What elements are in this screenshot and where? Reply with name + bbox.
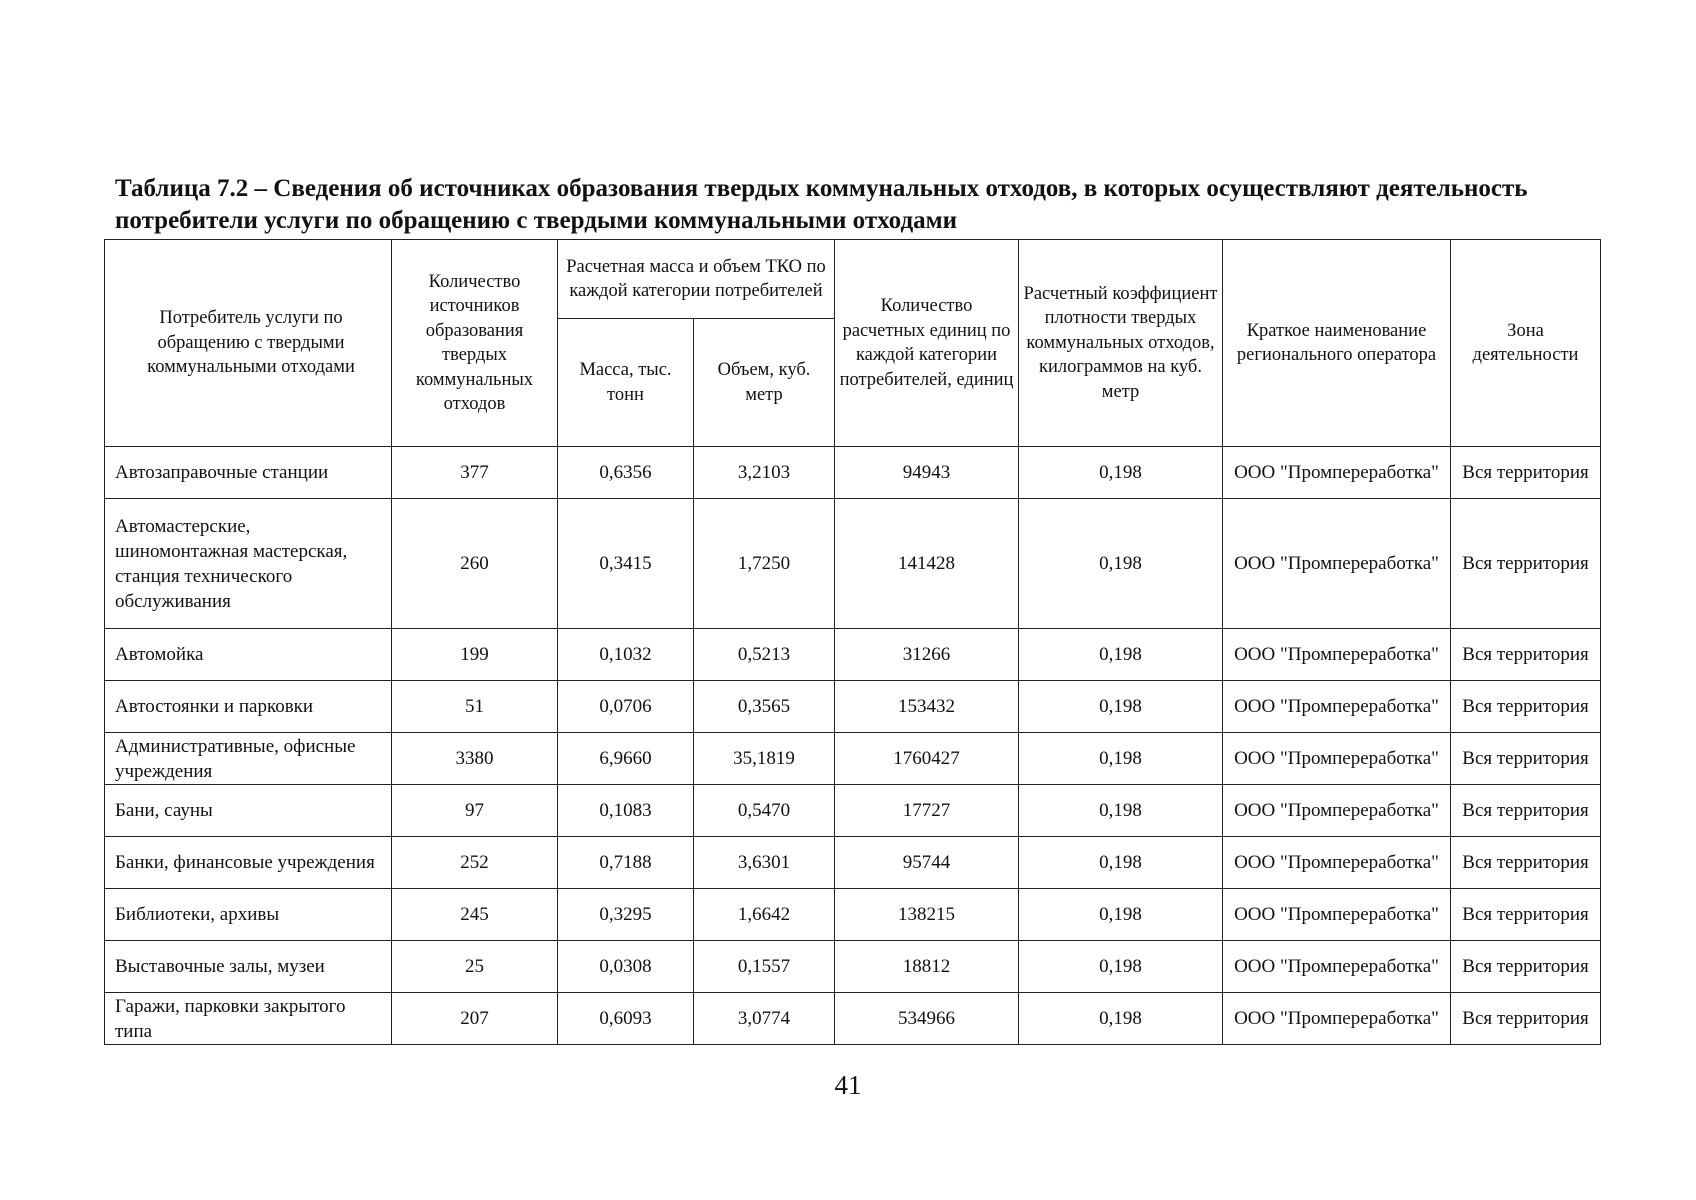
cell-operator: ООО "Промпереработка" (1223, 629, 1451, 681)
cell-density: 0,198 (1019, 889, 1223, 941)
cell-units: 1760427 (835, 733, 1019, 785)
cell-density: 0,198 (1019, 733, 1223, 785)
cell-sources: 260 (392, 499, 558, 629)
cell-operator: ООО "Промпереработка" (1223, 733, 1451, 785)
header-zone: Зона деятельности (1451, 240, 1601, 447)
cell-volume: 0,1557 (694, 941, 835, 993)
cell-zone: Вся территория (1451, 993, 1601, 1045)
table-caption: Таблица 7.2 – Сведения об источниках образования твердых коммунальных отходов, в которых осуществляют деятельность потребители услуги по обращению с твердыми коммунальными отходами (115, 175, 1528, 234)
cell-density: 0,198 (1019, 447, 1223, 499)
cell-operator: ООО "Промпереработка" (1223, 941, 1451, 993)
cell-sources: 25 (392, 941, 558, 993)
cell-operator: ООО "Промпереработка" (1223, 785, 1451, 837)
cell-sources: 252 (392, 837, 558, 889)
cell-consumer: Автомойка (105, 629, 392, 681)
cell-consumer: Административные, офисные учреждения (105, 733, 392, 785)
cell-consumer: Библиотеки, архивы (105, 889, 392, 941)
cell-density: 0,198 (1019, 941, 1223, 993)
cell-volume: 3,6301 (694, 837, 835, 889)
table-row (105, 681, 1601, 733)
header-consumer: Потребитель услуги по обращению с твердыми коммунальными отходами (105, 240, 392, 447)
cell-volume: 0,5213 (694, 629, 835, 681)
table-row (105, 499, 1601, 629)
cell-units: 95744 (835, 837, 1019, 889)
table-header (105, 240, 1601, 447)
cell-zone: Вся территория (1451, 941, 1601, 993)
cell-consumer: Автомастерские, шиномонтажная мастерская, станция технического обслуживания (105, 499, 392, 629)
cell-volume: 0,5470 (694, 785, 835, 837)
cell-units: 141428 (835, 499, 1019, 629)
cell-zone: Вся территория (1451, 447, 1601, 499)
cell-sources: 3380 (392, 733, 558, 785)
table-row (105, 733, 1601, 785)
cell-units: 138215 (835, 889, 1019, 941)
cell-operator: ООО "Промпереработка" (1223, 447, 1451, 499)
cell-mass: 0,0308 (558, 941, 694, 993)
cell-mass: 6,9660 (558, 733, 694, 785)
cell-operator: ООО "Промпереработка" (1223, 889, 1451, 941)
table-row (105, 993, 1601, 1045)
cell-sources: 51 (392, 681, 558, 733)
cell-operator: ООО "Промпереработка" (1223, 681, 1451, 733)
cell-zone: Вся территория (1451, 889, 1601, 941)
cell-volume: 1,7250 (694, 499, 835, 629)
cell-consumer: Автостоянки и парковки (105, 681, 392, 733)
cell-mass: 0,1083 (558, 785, 694, 837)
page-number: 41 (834, 1070, 862, 1100)
cell-zone: Вся территория (1451, 681, 1601, 733)
cell-units: 17727 (835, 785, 1019, 837)
cell-zone: Вся территория (1451, 785, 1601, 837)
cell-zone: Вся территория (1451, 629, 1601, 681)
cell-density: 0,198 (1019, 499, 1223, 629)
cell-consumer: Бани, сауны (105, 785, 392, 837)
cell-sources: 377 (392, 447, 558, 499)
cell-mass: 0,1032 (558, 629, 694, 681)
header-volume: Объем, куб. метр (694, 319, 835, 447)
table-body (105, 447, 1601, 1045)
cell-consumer: Гаражи, парковки закрытого типа (105, 993, 392, 1045)
cell-volume: 1,6642 (694, 889, 835, 941)
cell-units: 534966 (835, 993, 1019, 1045)
header-operator: Краткое наименование регионального оператора (1223, 240, 1451, 447)
header-mass-volume-group: Расчетная масса и объем ТКО по каждой категории потребителей (558, 240, 835, 319)
cell-consumer: Выставочные залы, музеи (105, 941, 392, 993)
cell-units: 18812 (835, 941, 1019, 993)
cell-consumer: Банки, финансовые учреждения (105, 837, 392, 889)
cell-density: 0,198 (1019, 837, 1223, 889)
cell-density: 0,198 (1019, 629, 1223, 681)
cell-mass: 0,6356 (558, 447, 694, 499)
cell-operator: ООО "Промпереработка" (1223, 837, 1451, 889)
cell-zone: Вся территория (1451, 499, 1601, 629)
table-row (105, 889, 1601, 941)
cell-sources: 199 (392, 629, 558, 681)
table-row (105, 629, 1601, 681)
cell-mass: 0,6093 (558, 993, 694, 1045)
cell-consumer: Автозаправочные станции (105, 447, 392, 499)
cell-mass: 0,7188 (558, 837, 694, 889)
header-units: Количество расчетных единиц по каждой категории потребителей, единиц (835, 240, 1019, 447)
table-row (105, 447, 1601, 499)
cell-zone: Вся территория (1451, 837, 1601, 889)
cell-volume: 3,0774 (694, 993, 835, 1045)
cell-sources: 97 (392, 785, 558, 837)
cell-zone: Вся территория (1451, 733, 1601, 785)
cell-density: 0,198 (1019, 993, 1223, 1045)
cell-units: 94943 (835, 447, 1019, 499)
cell-density: 0,198 (1019, 785, 1223, 837)
cell-operator: ООО "Промпереработка" (1223, 993, 1451, 1045)
cell-units: 31266 (835, 629, 1019, 681)
cell-volume: 0,3565 (694, 681, 835, 733)
header-density: Расчетный коэффициент плотности твердых коммунальных отходов, килограммов на куб. метр (1019, 240, 1223, 447)
waste-sources-table (104, 239, 1601, 1045)
cell-mass: 0,3415 (558, 499, 694, 629)
table-row (105, 837, 1601, 889)
cell-sources: 245 (392, 889, 558, 941)
cell-units: 153432 (835, 681, 1019, 733)
table-row (105, 785, 1601, 837)
cell-volume: 35,1819 (694, 733, 835, 785)
header-mass: Масса, тыс. тонн (558, 319, 694, 447)
cell-operator: ООО "Промпереработка" (1223, 499, 1451, 629)
cell-volume: 3,2103 (694, 447, 835, 499)
cell-sources: 207 (392, 993, 558, 1045)
cell-mass: 0,0706 (558, 681, 694, 733)
cell-mass: 0,3295 (558, 889, 694, 941)
header-sources: Количество источников образования твердых коммунальных отходов (392, 240, 558, 447)
table-row (105, 941, 1601, 993)
cell-density: 0,198 (1019, 681, 1223, 733)
